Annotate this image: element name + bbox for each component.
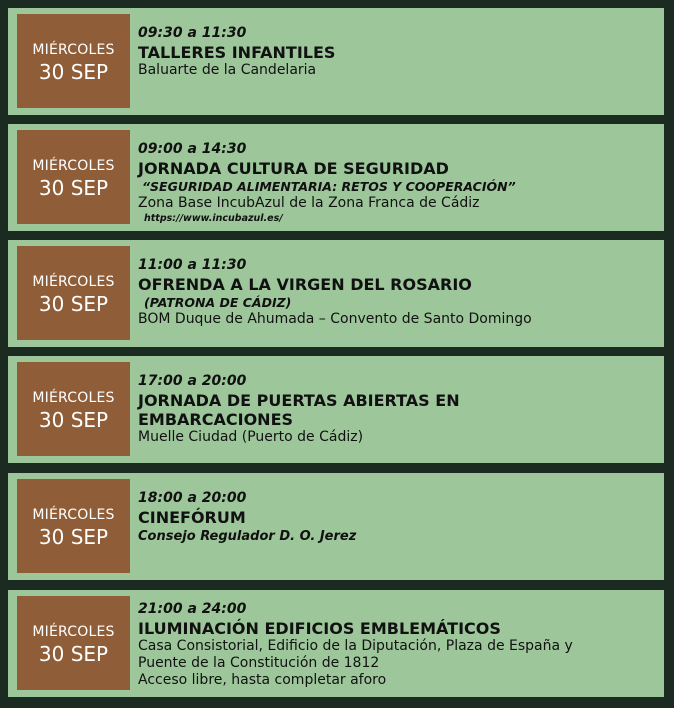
date-badge [17,362,130,456]
event-place: Zona Base IncubAzul de la Zona Franca de Cádiz [138,195,480,211]
event-time: 09:30 a 11:30 [138,25,247,41]
event-place: Muelle Ciudad (Puerto de Cádiz) [138,429,364,445]
weekday-label: MIÉRCOLES [32,42,115,58]
event-title: ILUMINACIÓN EDIFICIOS EMBLEMÁTICOS [138,619,501,638]
date-label: 30 SEP [38,60,109,84]
date-badge [17,479,130,573]
event-time: 09:00 a 14:30 [138,141,247,157]
event-title: TALLERES INFANTILES [138,43,336,62]
date-label: 30 SEP [38,525,109,549]
date-label: 30 SEP [38,176,109,200]
event-title-line-1: JORNADA DE PUERTAS ABIERTAS EN [138,391,460,410]
date-badge [17,246,130,340]
event-place: Baluarte de la Candelaria [138,62,317,78]
event-card [8,124,664,231]
event-card [8,8,664,115]
event-title-line-2: EMBARCACIONES [138,410,294,429]
weekday-label: MIÉRCOLES [32,390,115,406]
event-link[interactable]: https://www.incubazul.es/ [144,213,283,224]
date-badge [17,130,130,224]
event-time: 11:00 a 11:30 [138,257,247,273]
event-card [8,590,664,697]
date-label: 30 SEP [38,408,109,432]
event-title: JORNADA CULTURA DE SEGURIDAD [138,159,449,178]
event-info [138,24,658,79]
event-info [138,372,658,446]
event-card [8,356,664,463]
event-title: OFRENDA A LA VIRGEN DEL ROSARIO [138,275,472,294]
date-label: 30 SEP [38,642,109,666]
event-place-line-1: Casa Consistorial, Edificio de la Diputación, Plaza de España y [138,638,573,654]
event-place: Consejo Regulador D. O. Jerez [138,529,357,544]
event-info [138,489,658,546]
date-badge [17,596,130,690]
weekday-label: MIÉRCOLES [32,274,115,290]
event-info [138,256,658,328]
event-subtitle: (PATRONA DE CÁDIZ) [144,295,292,310]
weekday-label: MIÉRCOLES [32,624,115,640]
event-time: 17:00 a 20:00 [138,373,247,389]
event-card [8,473,664,580]
event-card [8,240,664,347]
weekday-label: MIÉRCOLES [32,507,115,523]
event-info [138,140,658,226]
weekday-label: MIÉRCOLES [32,158,115,174]
date-label: 30 SEP [38,292,109,316]
date-badge [17,14,130,108]
event-title: CINEFÓRUM [138,508,246,527]
event-time: 18:00 a 20:00 [138,490,247,506]
event-time: 21:00 a 24:00 [138,601,247,617]
event-subtitle: “SEGURIDAD ALIMENTARIA: RETOS Y COOPERACIÓN” [142,179,516,194]
event-place-line-2: Puente de la Constitución de 1812 [138,655,380,671]
event-place: BOM Duque de Ahumada – Convento de Santo Domingo [138,311,532,327]
event-access-note: Acceso libre, hasta completar aforo [138,672,387,688]
event-info [138,600,658,689]
